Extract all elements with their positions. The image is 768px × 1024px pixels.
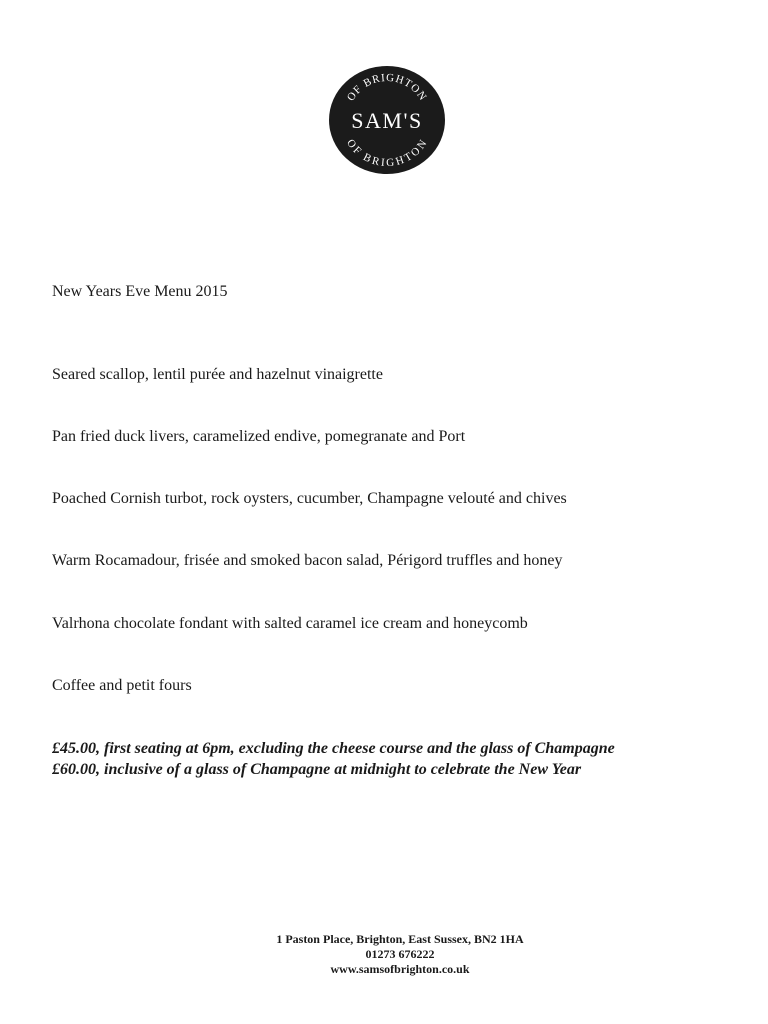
course-item: Poached Cornish turbot, rock oysters, cucumber, Champagne velouté and chives (52, 490, 567, 507)
footer-phone: 01273 676222 (365, 947, 435, 961)
course-item: Warm Rocamadour, frisée and smoked bacon salad, Périgord truffles and honey (52, 552, 563, 569)
price-second-seating: £60.00, inclusive of a glass of Champagne at midnight to celebrate the New Year (52, 760, 582, 778)
menu-title: New Years Eve Menu 2015 (52, 283, 228, 300)
course-item: Valrhona chocolate fondant with salted caramel ice cream and honeycomb (52, 615, 528, 632)
footer-contact (200, 932, 600, 977)
logo-bottom-arc-text: OF BRIGHTON (343, 137, 431, 170)
footer-address: 1 Paston Place, Brighton, East Sussex, BN2 1HA (276, 932, 524, 946)
logo-name: SAM'S (351, 108, 423, 133)
footer-website: www.samsofbrighton.co.uk (330, 962, 470, 976)
price-first-seating: £45.00, first seating at 6pm, excluding the cheese course and the glass of Champagne (52, 740, 615, 757)
course-item: Coffee and petit fours (52, 677, 192, 694)
sams-of-brighton-logo (328, 65, 446, 175)
pricing-section (52, 739, 702, 780)
logo-badge (328, 65, 446, 175)
course-item: Pan fried duck livers, caramelized endive, pomegranate and Port (52, 428, 466, 445)
logo-top-arc-text: OF BRIGHTON (344, 71, 430, 104)
course-item: Seared scallop, lentil purée and hazelnut vinaigrette (52, 366, 383, 383)
